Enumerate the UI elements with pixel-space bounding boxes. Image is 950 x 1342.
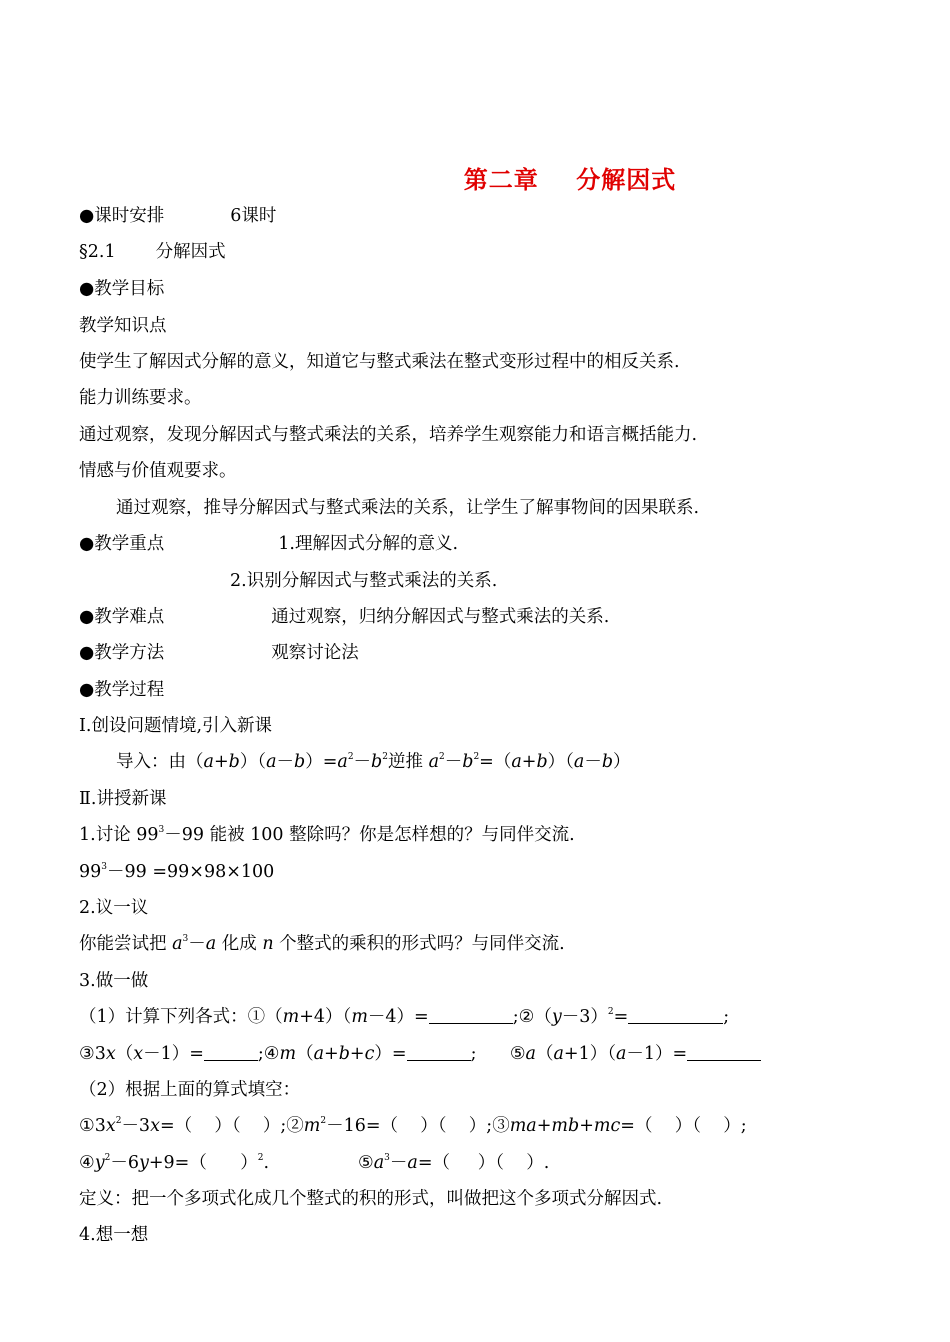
values-requirements-text: 通过观察，推导分解因式与整式乘法的关系，让学生了解事物间的因果联系. [116, 498, 700, 518]
blank-1[interactable] [429, 1007, 513, 1024]
fill-instruction: （2）根据上面的算式填空： [79, 1080, 301, 1100]
lesson-hours-label: ●课时安排 [79, 206, 165, 226]
calc-line-2: ③3x（x－1）= ;④m（a+b+c）= ; ⑤a（a+1）（a－1）= [79, 1043, 761, 1065]
section-heading [79, 241, 226, 263]
blank-5[interactable] [687, 1044, 761, 1061]
teaching-goals-heading: ●教学目标 [79, 279, 165, 299]
definition-text: 定义：把一个多项式化成几个整式的积的形式，叫做把这个多项式分解因式. [79, 1189, 663, 1209]
part-1-heading: Ⅰ.创设问题情境,引入新课 [79, 716, 273, 736]
key-points-line [79, 533, 458, 555]
try-heading: 3.做一做 [79, 971, 149, 991]
discuss-question: 你能尝试把 $a^3-a$ 化成 n 个整式的乘积的形式吗？与同伴交流. [79, 934, 565, 954]
discussion-1-answer: $99^3-99 =99\times 98\times 100$ [79, 862, 275, 882]
part-2-heading: Ⅱ.讲授新课 [79, 789, 167, 809]
teaching-process-heading: ●教学过程 [79, 680, 165, 700]
knowledge-points-text: 使学生了解因式分解的意义，知道它与整式乘法在整式变形过程中的相反关系. [79, 352, 680, 372]
key-points-label: ●教学重点 [79, 534, 165, 554]
lesson-hours-value: 6课时 [230, 206, 277, 226]
lesson-hours-line [79, 205, 276, 227]
values-requirements-heading: 情感与价值观要求。 [79, 461, 237, 481]
method-line [79, 642, 359, 664]
key-point-1: 1.理解因式分解的意义. [278, 534, 459, 554]
ability-requirements-heading: 能力训练要求。 [79, 388, 202, 408]
difficulty-line [79, 606, 609, 628]
blank-3[interactable] [204, 1044, 258, 1061]
difficulty-label: ●教学难点 [79, 607, 165, 627]
discuss-heading: 2.议一议 [79, 898, 149, 918]
method-label: ●教学方法 [79, 643, 165, 663]
discussion-1-line: 1.讨论 $99^3-99$ 能被 100 整除吗？你是怎样想的？与同伴交流. [79, 825, 575, 845]
fill-line-2: $④y^2-6y+9=$（ ）$^2$. $⑤a^3-a=$（ ）（ ）. [79, 1153, 550, 1173]
blank-2[interactable] [628, 1007, 723, 1024]
chapter-title: 第二章 分解因式 [463, 166, 677, 194]
fill-line-1: $①3x^2-3x=$（ ）（ ）$;②m^2-16=$（ ）（ ）;③ma+mb+mc=（ ）（ ）; [79, 1116, 747, 1136]
calc-line-1: （1）计算下列各式：①（m+4）（m－4）= $;②(y-3)^2=$ ; [79, 1007, 730, 1027]
key-point-2: 2.识别分解因式与整式乘法的关系. [230, 571, 498, 591]
difficulty-text: 通过观察，归纳分解因式与整式乘法的关系. [271, 607, 610, 627]
intro-formula-line: 导入：由$(a+b)(a-b)=a^2-b^2$逆推 $a^2-b^2=(a+b)(a-b)$ [116, 752, 631, 772]
think-heading: 4.想一想 [79, 1225, 149, 1245]
knowledge-points-heading: 教学知识点 [79, 316, 167, 336]
blank-4[interactable] [407, 1044, 471, 1061]
section-number: §2.1 [79, 242, 116, 262]
method-text: 观察讨论法 [271, 643, 359, 663]
section-title: 分解因式 [155, 242, 226, 262]
ability-requirements-text: 通过观察，发现分解因式与整式乘法的关系，培养学生观察能力和语言概括能力. [79, 425, 698, 445]
